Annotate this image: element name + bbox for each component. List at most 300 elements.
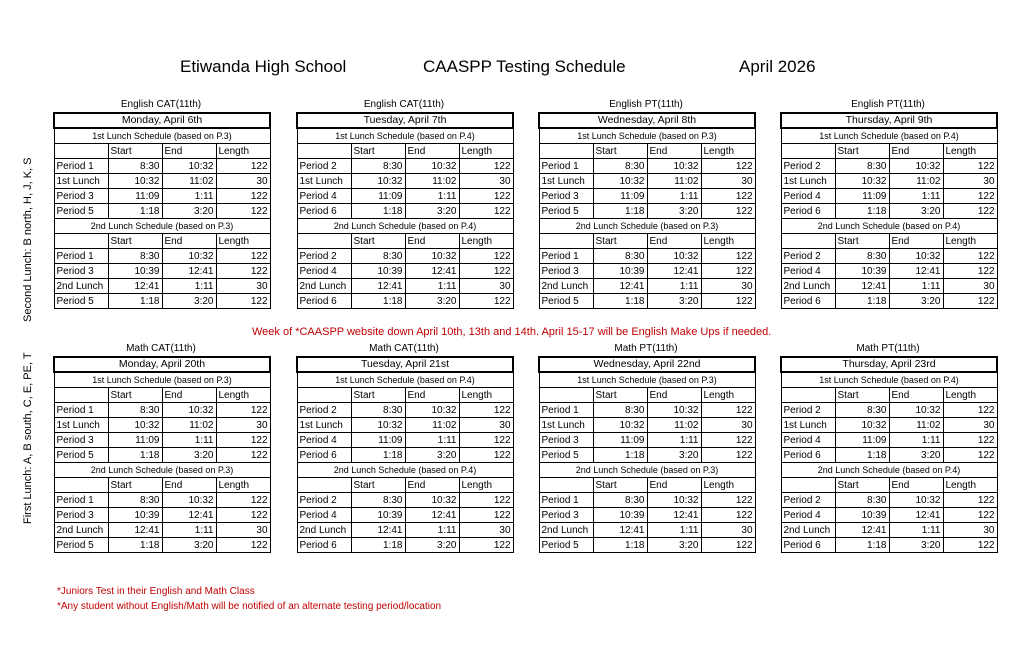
start-time: 1:18 (593, 294, 647, 309)
period-label: 2nd Lunch (539, 279, 593, 294)
length-minutes: 122 (459, 294, 513, 309)
column-header: Length (943, 388, 997, 403)
column-header: Start (108, 234, 162, 249)
test-date: Monday, April 20th (54, 357, 270, 372)
length-minutes: 122 (459, 508, 513, 523)
length-minutes: 122 (459, 538, 513, 553)
end-time: 12:41 (162, 264, 216, 279)
column-header: Length (943, 144, 997, 159)
end-time: 1:11 (647, 433, 701, 448)
column-header: Length (701, 478, 755, 493)
start-time: 1:18 (835, 538, 889, 553)
period-label: Period 6 (781, 294, 835, 309)
table-row (539, 523, 755, 538)
start-time: 8:30 (351, 403, 405, 418)
day-schedule (296, 342, 512, 553)
length-minutes: 122 (943, 249, 997, 264)
end-time: 10:32 (889, 159, 943, 174)
start-time: 1:18 (835, 204, 889, 219)
period-label: Period 3 (54, 264, 108, 279)
end-time: 1:11 (889, 279, 943, 294)
length-minutes: 122 (216, 433, 270, 448)
table-row (539, 538, 755, 553)
table-row (54, 279, 270, 294)
column-header: Start (593, 234, 647, 249)
column-header: End (889, 478, 943, 493)
period-label: Period 1 (539, 493, 593, 508)
length-minutes: 30 (701, 174, 755, 189)
column-header: End (162, 478, 216, 493)
test-subject: Math PT(11th) (614, 343, 678, 354)
school-name: Etiwanda High School (180, 57, 347, 76)
column-header: Start (835, 144, 889, 159)
table-row (54, 418, 270, 433)
test-date: Wednesday, April 22nd (539, 357, 755, 372)
column-header (539, 144, 593, 159)
side-label-second-lunch: Second Lunch: B north, H, J, K, S (22, 157, 34, 322)
end-time: 11:02 (405, 174, 459, 189)
second-lunch-title: 2nd Lunch Schedule (based on P.4) (781, 463, 997, 478)
test-subject: English CAT(11th) (120, 99, 202, 110)
end-time: 3:20 (889, 204, 943, 219)
period-label: 1st Lunch (781, 418, 835, 433)
end-time: 10:32 (405, 159, 459, 174)
start-time: 10:32 (108, 418, 162, 433)
table-row (539, 403, 755, 418)
length-minutes: 122 (459, 264, 513, 279)
start-time: 8:30 (351, 493, 405, 508)
end-time: 1:11 (405, 279, 459, 294)
length-minutes: 122 (943, 403, 997, 418)
table-row (54, 264, 270, 279)
table-row (297, 249, 513, 264)
length-minutes: 30 (216, 418, 270, 433)
length-minutes: 30 (216, 174, 270, 189)
table-row (54, 493, 270, 508)
end-time: 1:11 (647, 523, 701, 538)
start-time: 8:30 (593, 403, 647, 418)
column-header: End (647, 234, 701, 249)
start-time: 12:41 (108, 523, 162, 538)
second-lunch-title: 2nd Lunch Schedule (based on P.3) (54, 463, 270, 478)
column-header (297, 478, 351, 493)
start-time: 8:30 (593, 493, 647, 508)
table-row (781, 159, 997, 174)
period-label: Period 2 (781, 159, 835, 174)
schedule-table (780, 356, 998, 553)
column-header-row (781, 144, 997, 159)
length-minutes: 122 (216, 159, 270, 174)
end-time: 10:32 (647, 493, 701, 508)
length-minutes: 122 (943, 448, 997, 463)
period-label: Period 5 (539, 294, 593, 309)
period-label: 1st Lunch (781, 174, 835, 189)
period-label: 1st Lunch (54, 174, 108, 189)
length-minutes: 30 (943, 279, 997, 294)
table-row (54, 448, 270, 463)
period-label: Period 3 (539, 508, 593, 523)
length-minutes: 122 (216, 249, 270, 264)
column-header-row (297, 478, 513, 493)
end-time: 3:20 (162, 538, 216, 553)
length-minutes: 122 (216, 264, 270, 279)
column-header: Length (459, 388, 513, 403)
end-time: 3:20 (647, 538, 701, 553)
end-time: 1:11 (162, 523, 216, 538)
start-time: 11:09 (593, 433, 647, 448)
end-time: 12:41 (405, 264, 459, 279)
length-minutes: 122 (943, 508, 997, 523)
day-schedule (53, 98, 269, 309)
length-minutes: 122 (943, 433, 997, 448)
test-subject: English PT(11th) (609, 99, 683, 110)
period-label: 1st Lunch (297, 418, 351, 433)
start-time: 1:18 (108, 538, 162, 553)
length-minutes: 122 (943, 264, 997, 279)
column-header-row (781, 388, 997, 403)
schedule-table (296, 356, 514, 553)
period-label: Period 4 (781, 508, 835, 523)
column-header: Length (459, 234, 513, 249)
table-row (54, 249, 270, 264)
column-header-row (539, 234, 755, 249)
test-subject: English CAT(11th) (363, 99, 445, 110)
column-header: Start (835, 234, 889, 249)
column-header: Start (835, 388, 889, 403)
length-minutes: 122 (701, 493, 755, 508)
period-label: Period 2 (297, 159, 351, 174)
end-time: 10:32 (405, 249, 459, 264)
test-date: Monday, April 6th (54, 113, 270, 128)
table-row (539, 264, 755, 279)
second-lunch-title: 2nd Lunch Schedule (based on P.3) (54, 219, 270, 234)
table-row (781, 523, 997, 538)
end-time: 10:32 (889, 493, 943, 508)
column-header-row (297, 388, 513, 403)
first-lunch-title: 1st Lunch Schedule (based on P.4) (297, 128, 513, 144)
length-minutes: 122 (216, 403, 270, 418)
length-minutes: 122 (459, 403, 513, 418)
end-time: 11:02 (889, 418, 943, 433)
column-header: Length (459, 478, 513, 493)
column-header: Start (351, 144, 405, 159)
length-minutes: 122 (459, 493, 513, 508)
end-time: 1:11 (889, 189, 943, 204)
second-lunch-title: 2nd Lunch Schedule (based on P.3) (539, 463, 755, 478)
length-minutes: 122 (943, 493, 997, 508)
start-time: 1:18 (108, 448, 162, 463)
column-header-row (297, 234, 513, 249)
table-row (539, 189, 755, 204)
column-header-row (297, 144, 513, 159)
column-header: Length (701, 144, 755, 159)
day-schedule (780, 98, 996, 309)
end-time: 1:11 (162, 189, 216, 204)
column-header (297, 234, 351, 249)
length-minutes: 122 (701, 249, 755, 264)
end-time: 12:41 (405, 508, 459, 523)
period-label: Period 4 (297, 433, 351, 448)
table-row (297, 159, 513, 174)
table-row (539, 493, 755, 508)
start-time: 8:30 (351, 159, 405, 174)
end-time: 1:11 (162, 279, 216, 294)
column-header-row (781, 478, 997, 493)
first-lunch-title: 1st Lunch Schedule (based on P.3) (539, 372, 755, 388)
table-row (297, 493, 513, 508)
length-minutes: 122 (216, 493, 270, 508)
end-time: 12:41 (162, 508, 216, 523)
period-label: Period 2 (781, 493, 835, 508)
end-time: 3:20 (647, 448, 701, 463)
end-time: 10:32 (647, 249, 701, 264)
table-row (539, 448, 755, 463)
start-time: 10:39 (108, 264, 162, 279)
column-header (781, 234, 835, 249)
table-row (539, 174, 755, 189)
test-date: Thursday, April 23rd (781, 357, 997, 372)
period-label: 1st Lunch (539, 418, 593, 433)
length-minutes: 122 (216, 204, 270, 219)
column-header (781, 144, 835, 159)
day-schedule (538, 342, 754, 553)
end-time: 11:02 (647, 418, 701, 433)
footnote: *Juniors Test in their English and Math Class (57, 586, 255, 597)
column-header: Start (593, 478, 647, 493)
length-minutes: 122 (459, 433, 513, 448)
test-date: Wednesday, April 8th (539, 113, 755, 128)
table-row (54, 403, 270, 418)
length-minutes: 122 (216, 294, 270, 309)
period-label: Period 4 (781, 264, 835, 279)
start-time: 12:41 (108, 279, 162, 294)
length-minutes: 122 (459, 249, 513, 264)
length-minutes: 122 (943, 204, 997, 219)
second-lunch-title: 2nd Lunch Schedule (based on P.3) (539, 219, 755, 234)
start-time: 8:30 (593, 249, 647, 264)
column-header (54, 388, 108, 403)
period-label: Period 2 (781, 249, 835, 264)
period-label: Period 4 (781, 433, 835, 448)
length-minutes: 122 (216, 538, 270, 553)
footnote: *Any student without English/Math will be notified of an alternate testing period/location (57, 601, 442, 612)
column-header: Length (701, 388, 755, 403)
table-row (297, 204, 513, 219)
column-header: End (647, 144, 701, 159)
document-title: CAASPP Testing Schedule (423, 57, 626, 76)
end-time: 1:11 (647, 189, 701, 204)
period-label: 1st Lunch (539, 174, 593, 189)
start-time: 10:32 (351, 418, 405, 433)
start-time: 1:18 (351, 204, 405, 219)
column-header: End (162, 234, 216, 249)
table-row (54, 523, 270, 538)
start-time: 11:09 (351, 189, 405, 204)
start-time: 12:41 (351, 279, 405, 294)
column-header: Length (216, 478, 270, 493)
test-date: Tuesday, April 7th (297, 113, 513, 128)
start-time: 1:18 (593, 204, 647, 219)
column-header-row (54, 388, 270, 403)
period-label: Period 3 (539, 189, 593, 204)
end-time: 1:11 (889, 433, 943, 448)
column-header: End (405, 388, 459, 403)
column-header (54, 478, 108, 493)
end-time: 3:20 (162, 448, 216, 463)
table-row (297, 508, 513, 523)
period-label: Period 3 (54, 508, 108, 523)
end-time: 12:41 (889, 264, 943, 279)
end-time: 10:32 (405, 403, 459, 418)
start-time: 1:18 (351, 538, 405, 553)
period-label: Period 4 (297, 508, 351, 523)
schedule-table (53, 356, 271, 553)
length-minutes: 122 (701, 189, 755, 204)
table-row (781, 174, 997, 189)
table-row (781, 493, 997, 508)
period-label: Period 5 (54, 204, 108, 219)
day-schedule (53, 342, 269, 553)
table-row (781, 279, 997, 294)
start-time: 11:09 (108, 189, 162, 204)
column-header: Length (459, 144, 513, 159)
period-label: Period 4 (297, 189, 351, 204)
end-time: 3:20 (405, 448, 459, 463)
end-time: 3:20 (647, 294, 701, 309)
column-header: Start (351, 478, 405, 493)
table-row (781, 403, 997, 418)
column-header: End (405, 234, 459, 249)
side-label-first-lunch: First Lunch: A, B south, C, E, PE, T (22, 352, 34, 524)
table-row (297, 433, 513, 448)
length-minutes: 30 (459, 418, 513, 433)
end-time: 3:20 (405, 538, 459, 553)
table-row (297, 403, 513, 418)
start-time: 10:32 (593, 174, 647, 189)
period-label: Period 1 (539, 159, 593, 174)
length-minutes: 122 (943, 538, 997, 553)
end-time: 3:20 (405, 204, 459, 219)
end-time: 12:41 (889, 508, 943, 523)
start-time: 12:41 (835, 279, 889, 294)
period-label: 1st Lunch (54, 418, 108, 433)
start-time: 8:30 (835, 403, 889, 418)
schedule-table (780, 112, 998, 309)
table-row (539, 294, 755, 309)
end-time: 1:11 (162, 433, 216, 448)
column-header (297, 144, 351, 159)
start-time: 1:18 (351, 448, 405, 463)
end-time: 10:32 (647, 159, 701, 174)
period-label: Period 5 (539, 538, 593, 553)
start-time: 8:30 (835, 159, 889, 174)
period-label: Period 6 (781, 448, 835, 463)
start-time: 10:32 (835, 174, 889, 189)
column-header (54, 234, 108, 249)
start-time: 8:30 (108, 403, 162, 418)
table-row (54, 294, 270, 309)
table-row (781, 508, 997, 523)
column-header: End (647, 388, 701, 403)
table-row (54, 174, 270, 189)
start-time: 8:30 (593, 159, 647, 174)
column-header: Start (351, 234, 405, 249)
period-label: Period 1 (54, 249, 108, 264)
start-time: 10:39 (351, 264, 405, 279)
column-header: Length (943, 234, 997, 249)
period-label: 2nd Lunch (297, 279, 351, 294)
period-label: Period 1 (54, 159, 108, 174)
end-time: 3:20 (889, 538, 943, 553)
period-label: Period 3 (54, 433, 108, 448)
table-row (297, 523, 513, 538)
start-time: 10:39 (108, 508, 162, 523)
column-header: Start (593, 388, 647, 403)
column-header: Length (216, 144, 270, 159)
column-header (54, 144, 108, 159)
column-header: Length (216, 234, 270, 249)
period-label: Period 6 (297, 538, 351, 553)
end-time: 3:20 (405, 294, 459, 309)
end-time: 3:20 (889, 448, 943, 463)
end-time: 3:20 (162, 204, 216, 219)
start-time: 10:32 (593, 418, 647, 433)
end-time: 10:32 (162, 159, 216, 174)
length-minutes: 122 (459, 189, 513, 204)
second-lunch-title: 2nd Lunch Schedule (based on P.4) (781, 219, 997, 234)
table-row (781, 538, 997, 553)
start-time: 10:32 (108, 174, 162, 189)
period-label: 1st Lunch (297, 174, 351, 189)
start-time: 12:41 (593, 279, 647, 294)
end-time: 1:11 (889, 523, 943, 538)
period-label: Period 3 (539, 433, 593, 448)
end-time: 1:11 (647, 279, 701, 294)
column-header (297, 388, 351, 403)
column-header: End (162, 144, 216, 159)
length-minutes: 122 (701, 448, 755, 463)
start-time: 11:09 (351, 433, 405, 448)
end-time: 11:02 (405, 418, 459, 433)
table-row (54, 204, 270, 219)
table-row (297, 279, 513, 294)
table-row (781, 448, 997, 463)
first-lunch-title: 1st Lunch Schedule (based on P.4) (781, 372, 997, 388)
length-minutes: 122 (459, 159, 513, 174)
schedule-table (53, 112, 271, 309)
end-time: 3:20 (889, 294, 943, 309)
schedule-table (538, 356, 756, 553)
length-minutes: 30 (701, 279, 755, 294)
period-label: Period 5 (539, 204, 593, 219)
period-label: Period 6 (297, 204, 351, 219)
start-time: 11:09 (835, 189, 889, 204)
test-subject: Math CAT(11th) (126, 343, 196, 354)
column-header: Start (835, 478, 889, 493)
table-row (297, 174, 513, 189)
table-row (781, 264, 997, 279)
end-time: 11:02 (162, 174, 216, 189)
table-row (54, 508, 270, 523)
period-label: Period 6 (297, 448, 351, 463)
period-label: Period 2 (297, 403, 351, 418)
column-header (781, 478, 835, 493)
table-row (539, 159, 755, 174)
table-row (297, 448, 513, 463)
length-minutes: 122 (943, 189, 997, 204)
test-date: Tuesday, April 21st (297, 357, 513, 372)
table-row (781, 249, 997, 264)
